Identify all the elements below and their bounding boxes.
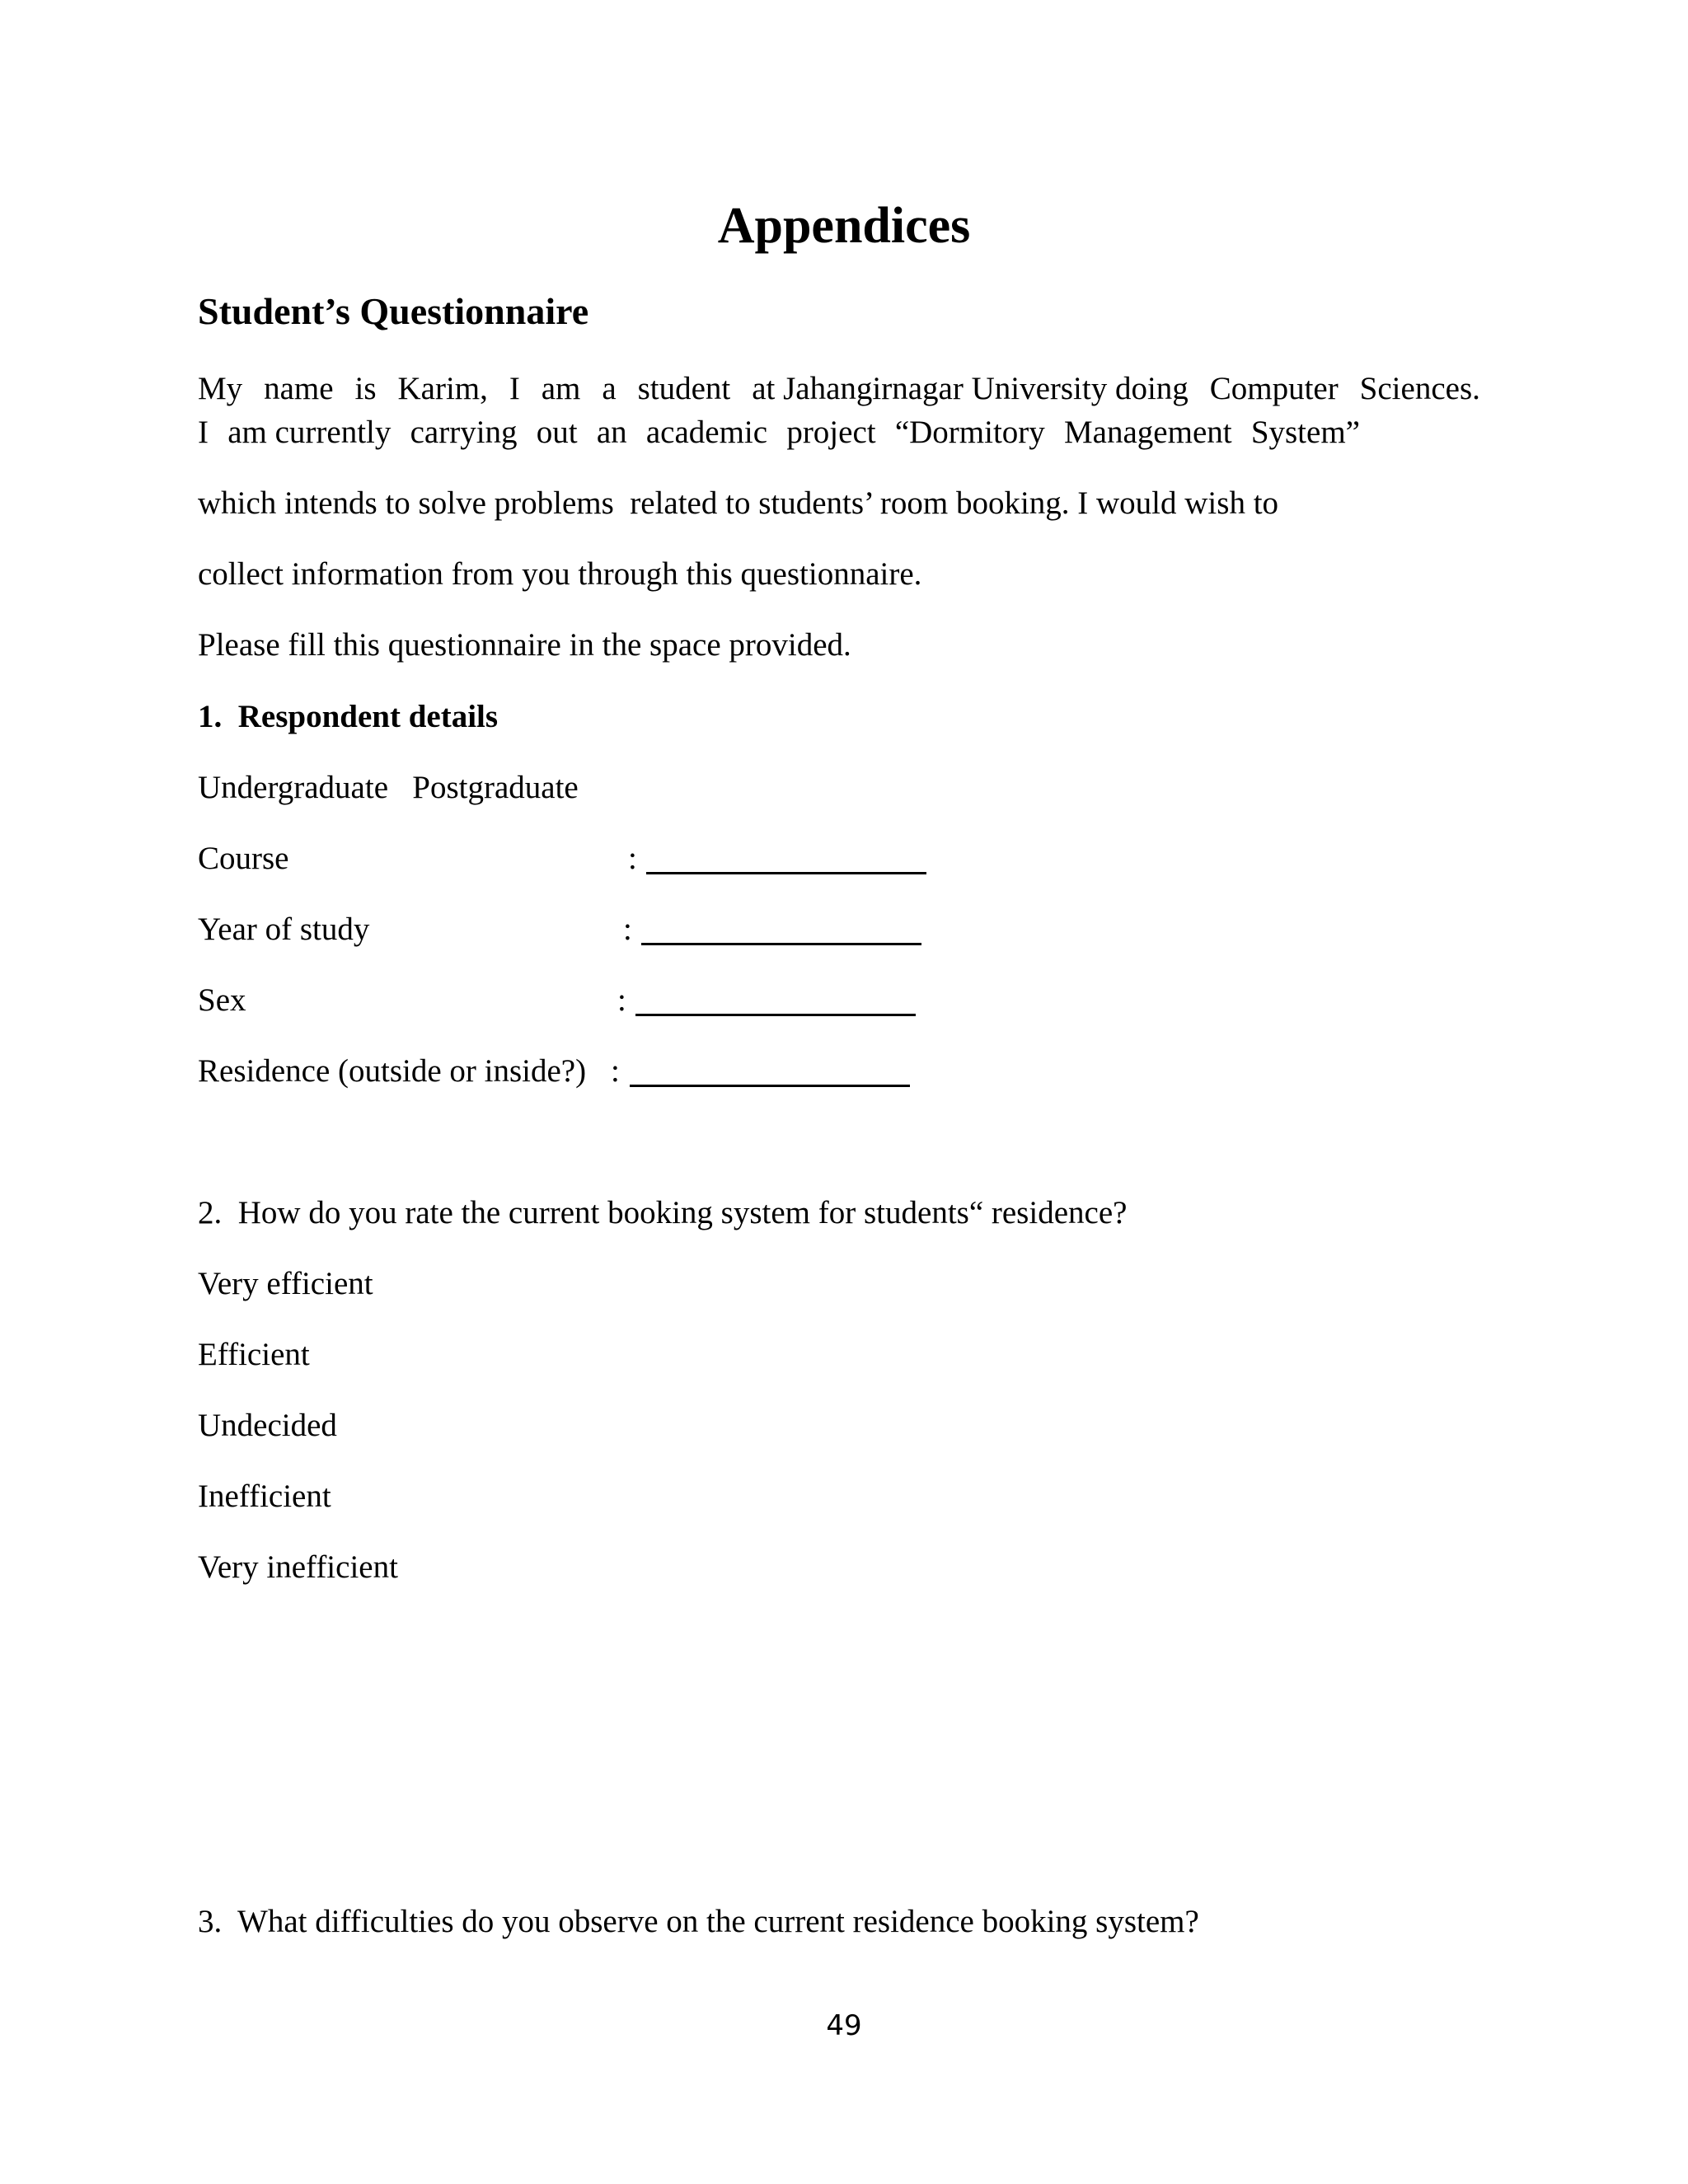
intro-word: a bbox=[602, 371, 617, 406]
study-level-options: Undergraduate Postgraduate bbox=[198, 770, 579, 805]
question-2-text: 2. How do you rate the current booking system for students“ residence? bbox=[198, 1195, 1128, 1230]
course-colon: : bbox=[628, 841, 637, 876]
intro-word: Sciences. bbox=[1359, 371, 1480, 406]
intro-word: I bbox=[509, 371, 520, 406]
year-of-study-label: Year of study bbox=[198, 912, 370, 947]
intro-line-3: which intends to solve problems related to students’ room booking. I would wish to bbox=[198, 485, 1279, 521]
intro-line-4: collect information from you through this questionnaire. bbox=[198, 556, 922, 592]
rating-option-very-inefficient[interactable]: Very inefficient bbox=[198, 1549, 398, 1585]
question-3-text: 3. What difficulties do you observe on the current residence booking system? bbox=[198, 1904, 1199, 1939]
intro-word: “Dormitory bbox=[894, 415, 1045, 450]
page-number: 49 bbox=[826, 2009, 862, 2042]
intro-word: Computer bbox=[1209, 371, 1339, 406]
rating-option-undecided[interactable]: Undecided bbox=[198, 1408, 337, 1443]
residence-field[interactable] bbox=[630, 1085, 910, 1087]
intro-word: am currently bbox=[227, 415, 392, 450]
year-of-study-colon: : bbox=[623, 912, 632, 947]
sex-colon: : bbox=[617, 982, 626, 1018]
fill-instruction: Please fill this questionnaire in the space provided. bbox=[198, 627, 851, 663]
intro-word: academic bbox=[645, 415, 768, 450]
intro-word: is bbox=[354, 371, 377, 406]
intro-word: System” bbox=[1250, 415, 1360, 450]
sex-field[interactable] bbox=[635, 1014, 916, 1016]
intro-word: I bbox=[198, 415, 209, 450]
intro-word: out bbox=[536, 415, 578, 450]
rating-option-very-efficient[interactable]: Very efficient bbox=[198, 1266, 373, 1301]
rating-option-efficient[interactable]: Efficient bbox=[198, 1337, 310, 1372]
page-title: Appendices bbox=[717, 198, 971, 254]
sex-label: Sex bbox=[198, 982, 246, 1018]
intro-word: Management bbox=[1064, 415, 1232, 450]
residence-label: Residence (outside or inside?) bbox=[198, 1053, 587, 1089]
intro-line-1 bbox=[198, 373, 1480, 405]
intro-word: am bbox=[541, 371, 581, 406]
intro-word: My bbox=[198, 371, 243, 406]
intro-word: an bbox=[596, 415, 627, 450]
intro-word: Karim, bbox=[397, 371, 488, 406]
section-respondent-details-heading: 1. Respondent details bbox=[198, 699, 499, 734]
intro-word: at Jahangirnagar University doing bbox=[752, 371, 1189, 406]
questionnaire-subtitle: Student’s Questionnaire bbox=[198, 290, 589, 332]
year-of-study-field[interactable] bbox=[641, 943, 921, 945]
residence-colon: : bbox=[611, 1053, 620, 1089]
course-label: Course bbox=[198, 841, 289, 876]
rating-option-inefficient[interactable]: Inefficient bbox=[198, 1479, 331, 1514]
intro-line-2 bbox=[198, 416, 1360, 448]
intro-word: project bbox=[786, 415, 876, 450]
intro-word: name bbox=[264, 371, 334, 406]
intro-word: carrying bbox=[410, 415, 518, 450]
intro-word: student bbox=[637, 371, 731, 406]
course-field[interactable] bbox=[646, 872, 926, 874]
